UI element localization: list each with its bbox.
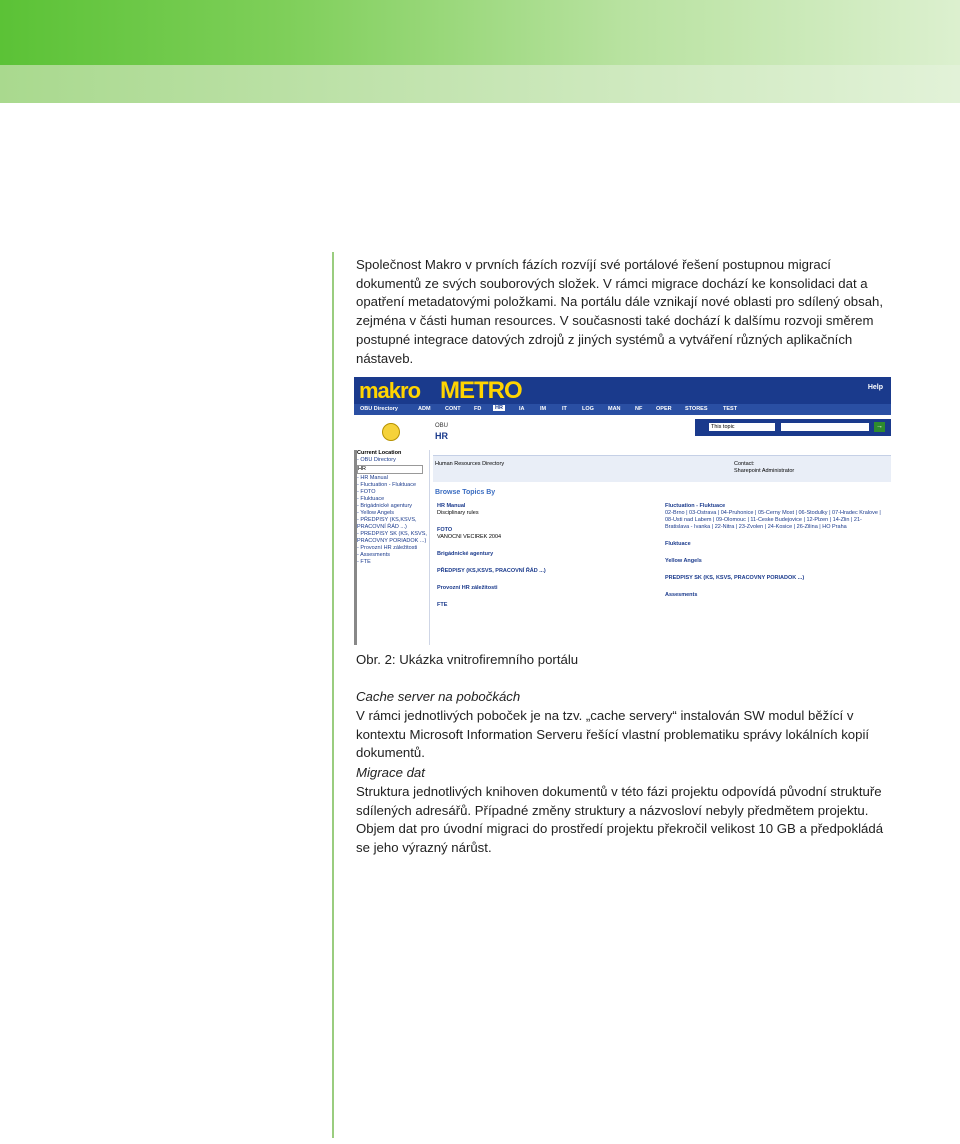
left-nav-item[interactable]: - Fluctuation - Fluktuace <box>357 482 417 488</box>
browse-topics-heading: Browse Topics By <box>435 489 496 496</box>
nav-item[interactable]: TEST <box>723 406 738 412</box>
nav-item[interactable]: STORES <box>685 406 708 412</box>
topic-icon <box>382 423 400 441</box>
left-nav-item[interactable]: - Yellow Angels <box>357 510 395 516</box>
left-nav-item[interactable]: - PŘEDPISY (KS,KSVS, PRACOVNÍ ŘÁD ...) <box>357 517 417 530</box>
current-location-label: Current Location <box>357 450 402 456</box>
topics-column-left <box>437 503 637 609</box>
hr-directory-title: Human Resources Directory <box>435 461 505 467</box>
topic-link[interactable]: Fluktuace <box>665 541 691 547</box>
nav-item[interactable]: OPER <box>656 406 672 412</box>
left-nav-item[interactable]: - Assesments <box>357 552 391 558</box>
nav-item[interactable]: MAN <box>608 406 621 412</box>
makro-logo: makro <box>359 378 421 403</box>
left-nav-item[interactable]: - Brigádnické agentury <box>357 503 413 509</box>
topic-sublink[interactable]: VANOCNI VECIREK 2004 <box>437 534 502 540</box>
section-text-migration: Struktura jednotlivých knihoven dokumentů v této fázi projektu odpovídá původní struktuře sdílených adresářů. Případné změny struktury a názvosloví nebyly předmětem projektu. Objem dat pro úvodní migraci do prostředí projektu překročil velikost 10 GB a předpokládá se jeho výrazný nárůst. <box>356 784 884 856</box>
portal-subheader <box>354 415 891 450</box>
header-band-secondary <box>0 65 960 103</box>
nav-item[interactable]: IT <box>562 406 567 412</box>
left-nav-item[interactable]: - PREDPISY SK (KS, KSVS, PRACOVNY PORIADOK ...) <box>357 531 427 544</box>
section-text-cache: V rámci jednotlivých poboček je na tzv. „cache servery“ instalován SW modul běžící v kontextu Microsoft Information Serveru řešící vlastní problematiku správy lokálních kopií dokumentů. <box>356 708 870 761</box>
topics-column-right <box>665 503 885 599</box>
left-nav-item[interactable]: - Fluktuace <box>357 496 385 502</box>
left-nav-item[interactable]: HR <box>357 465 423 474</box>
portal-left-nav <box>357 450 430 645</box>
portal-screenshot <box>354 377 891 645</box>
topic-link[interactable]: FTE <box>437 602 448 608</box>
margin-rule <box>332 252 334 1138</box>
nav-item[interactable]: CONT <box>445 406 461 412</box>
search-scope-select[interactable]: This topic <box>709 423 775 431</box>
header-band <box>0 0 960 65</box>
topic-sublink[interactable]: Disciplinary rules <box>437 510 479 516</box>
search-box <box>695 419 891 436</box>
portal-main <box>433 455 891 645</box>
section-heading-cache: Cache server na pobočkách <box>356 689 521 704</box>
metro-logo: METRO <box>440 377 522 404</box>
left-nav-item[interactable]: - FTE <box>357 559 371 565</box>
nav-item[interactable]: ADM <box>418 406 431 412</box>
topic-link[interactable]: PREDPISY SK (KS, KSVS, PRACOVNY PORIADOK ...) <box>665 575 805 581</box>
contact-block: Contact: Sharepoint Administrator <box>734 461 795 474</box>
topic-link[interactable]: Fluctuation - Fluktuace <box>665 503 726 509</box>
topic-link[interactable]: PŘEDPISY (KS,KSVS, PRACOVNÍ ŘÁD ...) <box>437 568 546 574</box>
left-nav-item[interactable]: - Provozní HR záležitosti <box>357 545 418 551</box>
figure-caption: Obr. 2: Ukázka vnitrofiremního portálu <box>356 652 579 667</box>
topic-link[interactable]: FOTO <box>437 527 453 533</box>
left-nav-item[interactable]: - OBU Directory <box>357 457 396 463</box>
nav-item[interactable]: OBU Directory <box>360 406 398 412</box>
portal-header <box>354 377 891 404</box>
left-nav-item[interactable]: - HR Manual <box>357 475 388 481</box>
directory-band <box>433 455 891 482</box>
topic-link[interactable]: Provozní HR záležitosti <box>437 585 498 591</box>
nav-item[interactable]: IM <box>540 406 547 412</box>
nav-item[interactable]: IA <box>519 406 525 412</box>
topic-link[interactable]: Brigádnické agentury <box>437 551 494 557</box>
search-go-icon[interactable]: → <box>876 423 883 430</box>
topic-link[interactable]: HR Manual <box>437 503 466 509</box>
branch-links[interactable]: 02-Brno | 03-Ostrava | 04-Pruhonice | 05-Cerny Most | 06-Stodulky | 07-Hradec Kralove | 08-Usti nad Labem | 09-Olomouc | 11-Ceske Budejovice | 12-Plzen | 14-Zlin | 21-Bratislava - Ivanka | 22-Nitra | 23-Zvolen | 24-Kosice | 26-Zilina | HO Praha <box>665 510 881 530</box>
topic-link[interactable]: Assesments <box>665 592 698 598</box>
nav-item[interactable]: NF <box>635 406 643 412</box>
section-heading-migration: Migrace dat <box>356 765 425 780</box>
portal-page-title: HR <box>435 431 448 441</box>
topic-link[interactable]: Yellow Angels <box>665 558 702 564</box>
nav-item[interactable]: LOG <box>582 406 594 412</box>
search-input[interactable] <box>781 423 869 431</box>
help-link[interactable]: Help <box>867 384 883 391</box>
portal-nav <box>354 404 891 415</box>
nav-item[interactable]: FD <box>474 406 482 412</box>
intro-paragraph: Společnost Makro v prvních fázích rozvíjí své portálové řešení postupnou migrací dokumentů ze svých souborových složek. V rámci migrace dochází ke konsolidaci dat a opatření metadatovými položkami. Na portálu dále vznikají nové oblasti pro sdílený obsah, zejména v části human resources. V současnosti také dochází k dalšímu rozvoji směrem postupné integrace datových zdrojů z jiných systémů a vytváření různých aplikačních nástaveb. <box>356 257 884 366</box>
portal-breadcrumb: OBU <box>435 423 449 429</box>
left-nav-item[interactable]: - FOTO <box>357 489 376 495</box>
nav-item-active[interactable]: HR <box>495 405 503 411</box>
